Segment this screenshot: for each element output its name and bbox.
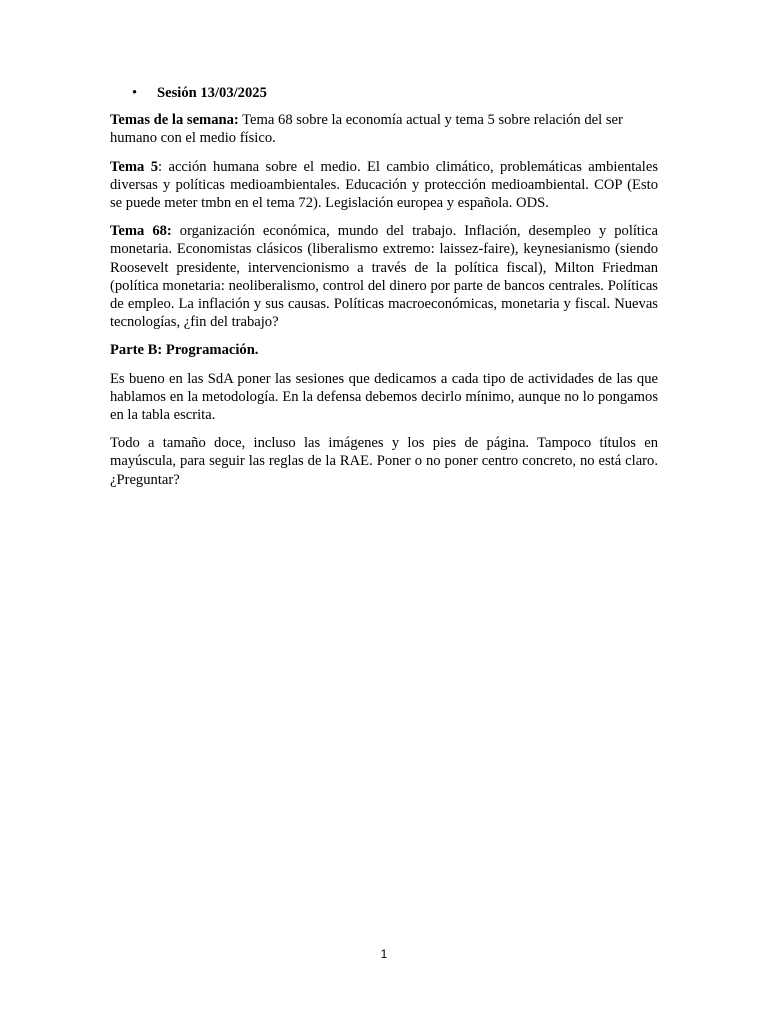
temas-semana-text: Tema 68 sobre la economía actual y tema 5 sobre relación del ser humano con el medio físico. [110,112,623,147]
sda-text: Es bueno en las SdA poner las sesiones que dedicamos a cada tipo de actividades de las que hablamos en la metodología. En la defensa debemos decirlo mínimo, aunque no lo pongamos en la tabla escrita. [110,370,658,424]
temas-semana-label: Temas de la semana: [110,112,239,129]
paragraph-sda [110,370,658,425]
paragraph-tamano [110,434,658,489]
tema-68-label: Tema 68: [110,223,172,240]
paragraph-tema-68 [110,222,658,331]
tema-5-text: : acción humana sobre el medio. El cambio climático, problemáticas ambientales diversas y políticas medioambientales. Educación y protección medioambiental. COP (Esto se puede meter tmbn en el tema 72). Legislación europea y española. ODS. [110,158,658,212]
tema-68-text: organización económica, mundo del trabajo. Inflación, desempleo y política monetaria. Economistas clásicos (liberalismo extremo: laissez-faire), keynesianismo (siendo Roosevelt presidente, intervencionismo a través de la política fiscal), Milton Friedman (política monetaria: neoliberalismo, control del dinero por parte de bancos centrales. Políticas de empleo. La inflación y sus causas. Políticas macroeconómicas, monetaria y fiscal. Nuevas tecnologías, ¿fin del trabajo? [110,223,658,331]
document-body [110,84,658,499]
section-heading-parte-b [110,341,658,359]
session-heading [110,84,658,102]
tamano-text: Todo a tamaño doce, incluso las imágenes y los pies de página. Tampoco títulos en mayúscula, para seguir las reglas de la RAE. Poner o no poner centro concreto, no está claro. ¿Preguntar? [110,435,658,488]
page-number: 1 [380,947,388,961]
session-title: Sesión 13/03/2025 [157,85,267,101]
tema-5-label: Tema 5 [110,158,159,175]
paragraph-tema-5 [110,158,658,213]
parte-b-label: Parte B: Programación. [110,342,259,359]
paragraph-temas-semana [110,111,658,147]
bullet-icon: • [132,85,138,101]
